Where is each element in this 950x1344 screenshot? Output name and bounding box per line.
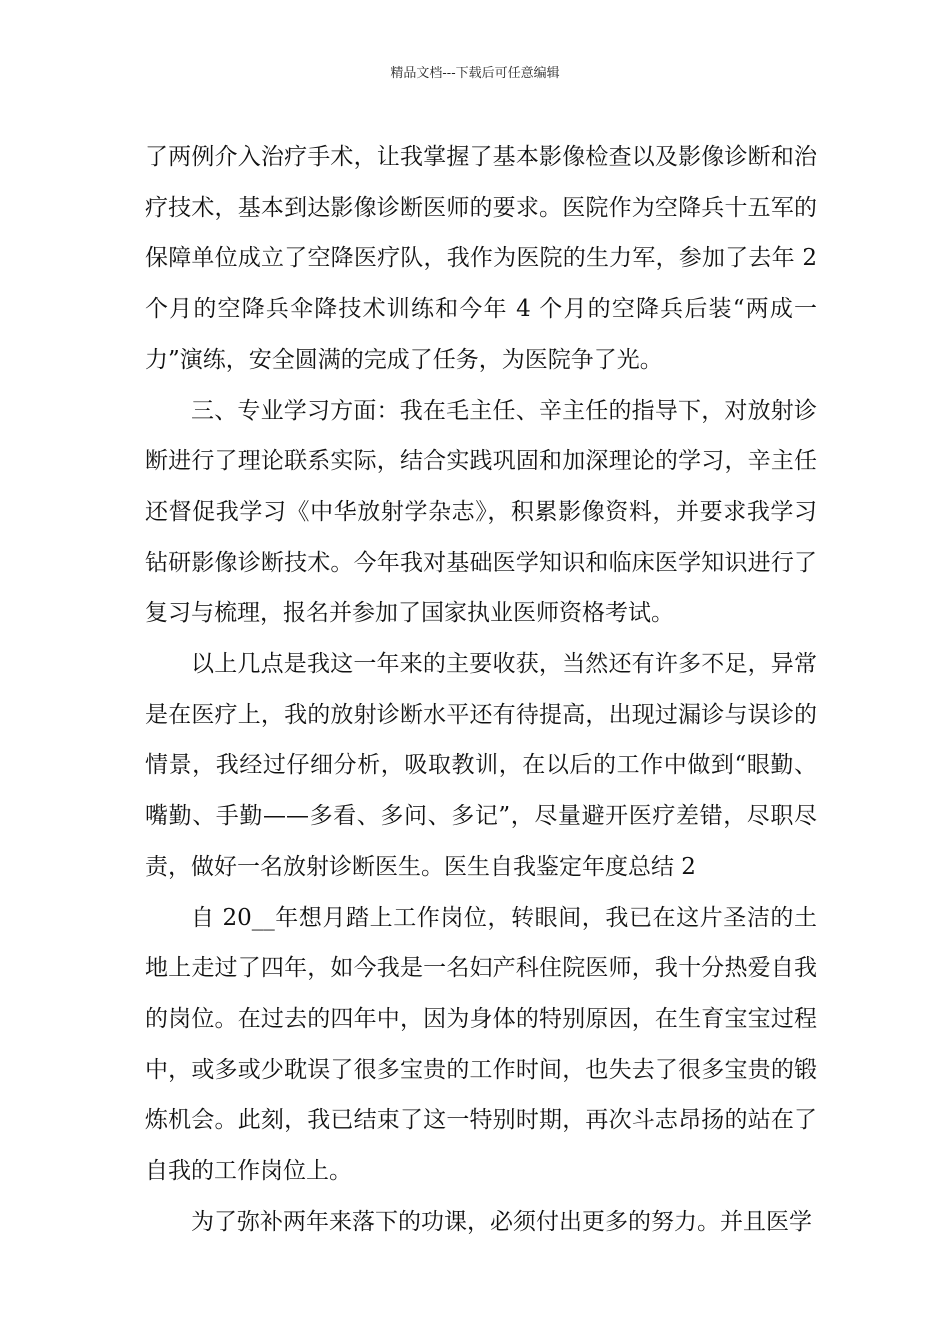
- document-body: [145, 132, 817, 1247]
- paragraph-continued: 了两例介入治疗手术，让我掌握了基本影像检查以及影像诊断和治疗技术，基本到达影像诊断医师的要求。医院作为空降兵十五军的保障单位成立了空降医疗队，我作为医院的生力军，参加了去年 2 个月的空降兵伞降技术训练和今年 4 个月的空降兵后装“两成一力”演练，安全圆满的完成了任务，为医院争了光。: [145, 144, 817, 373]
- paragraph-summary: 以上几点是我这一年来的主要收获，当然还有许多不足，异常是在医疗上，我的放射诊断水平还有待提高，出现过漏诊与误诊的情景，我经过仔细分析，吸取教训，在以后的工作中做到“眼勤、嘴勤、手勤——多看、多问、多记”，尽量避开医疗差错，尽职尽责，做好一名放射诊断医生。医生自我鉴定年度总结 2: [145, 651, 817, 880]
- paragraph-professional-study: 三、专业学习方面：我在毛主任、辛主任的指导下，对放射诊断进行了理论联系实际，结合实践巩固和加深理论的学习，辛主任还督促我学习《中华放射学杂志》，积累影像资料，并要求我学习钻研影像诊断技术。今年我对基础医学知识和临床医学知识进行了复习与梳理，报名并参加了国家执业医师资格考试。: [145, 397, 817, 627]
- page-header: 精品文档---下载后可任意编辑: [390, 66, 560, 81]
- paragraph-self-appraisal-2: 自 20__年想月踏上工作岗位，转眼间，我已在这片圣洁的土地上走过了四年，如今我是一名妇产科住院医师，我十分热爱自我的岗位。在过去的四年中，因为身体的特别原因，在生育宝宝过程中，或多或少耽误了很多宝贵的工作时间，也失去了很多宝贵的锻炼机会。此刻，我已结束了这一特别时期，再次斗志昂扬的站在了自我的工作岗位上。: [145, 904, 817, 1185]
- paragraph-effort: 为了弥补两年来落下的功课，必须付出更多的努力。并且医学: [191, 1208, 812, 1235]
